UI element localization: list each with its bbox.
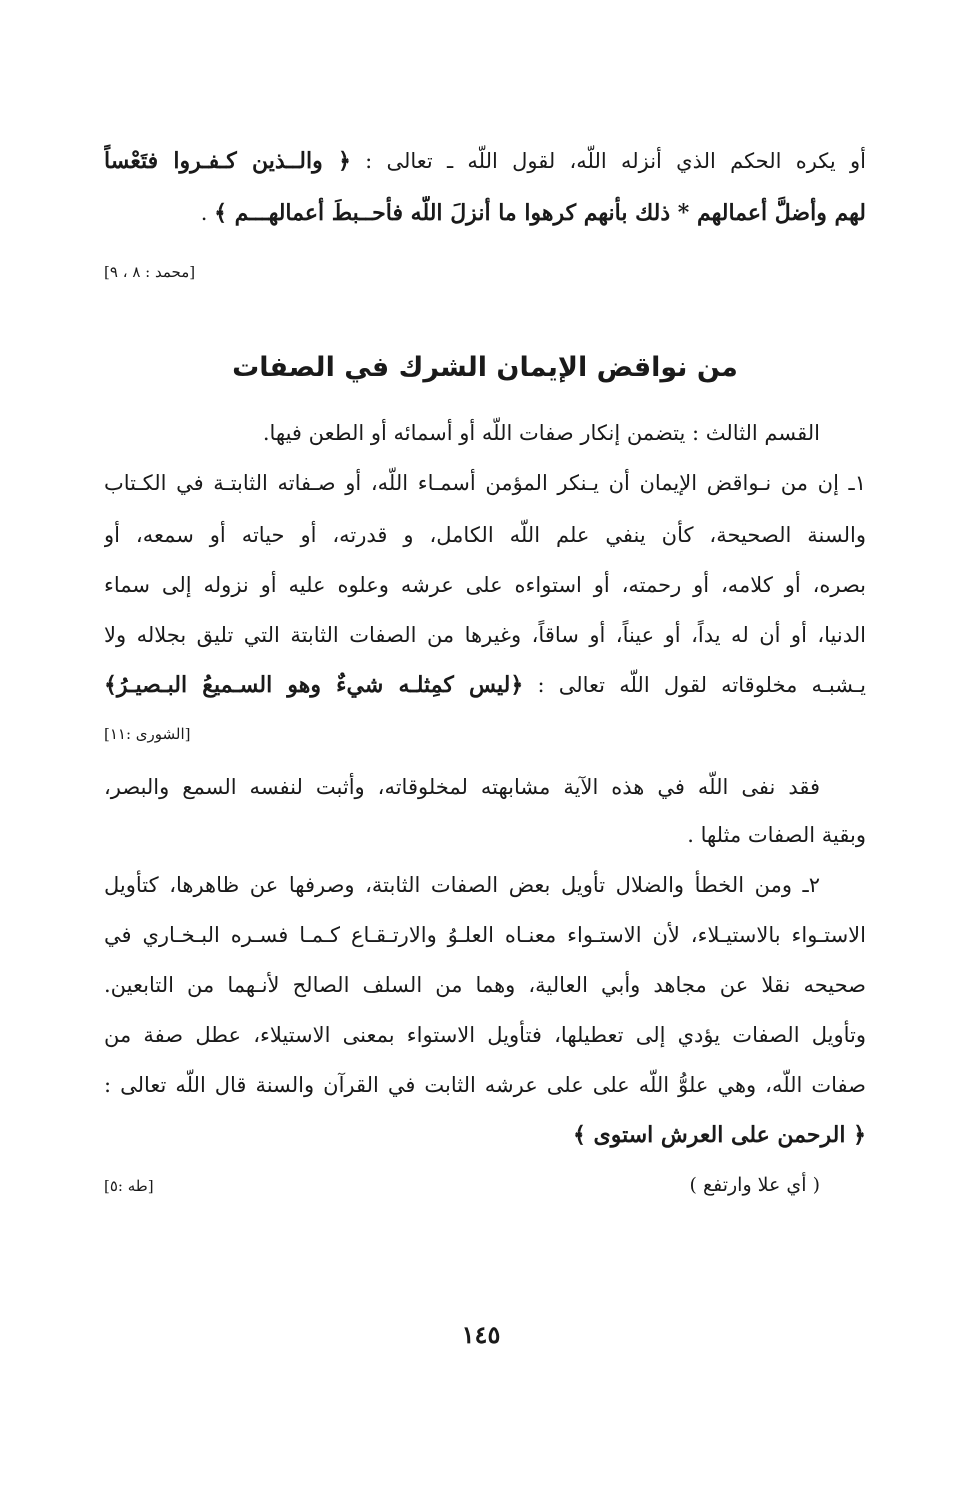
p3-line-5: صفات اللّه، وهي علوُّ اللّه على على عرشه الثابت في القرآن والسنة قال اللّه تعالى : xyxy=(104,1073,866,1097)
quran-verse-muhammad-part1: ﴿ والــذين كـفـروا فتَعْساً xyxy=(104,148,351,174)
p1-line-5-text: يـشبـه مخلوقاته لقول اللّه تعالى : xyxy=(523,673,866,697)
top-line-2 xyxy=(104,196,866,230)
quran-verse-taha: ﴿ الرحمن على العرش استوى ﴾ xyxy=(572,1122,866,1148)
top-line-1-text: أو يكره الحكم الذي أنزله اللّه، لقول اللّه ـ تعالى : xyxy=(350,149,866,173)
quran-verse-muhammad-part2: لهم وأضلَّ أعمالهم * ذلك بأنهم كرهوا ما أنزلَ اللّه فأحــبطَ أعمالهـــم ﴾ xyxy=(214,200,866,226)
top-line-2-tail: . xyxy=(200,201,215,225)
p2-line-1: فقد نفى اللّه في هذه الآية مشابهته لمخلوقاته، وأثبت لنفسه السمع والبصر، xyxy=(104,775,820,799)
p2-line-2: وبقية الصفات مثلها . xyxy=(687,823,866,847)
page-number: ١٤٥ xyxy=(461,1320,501,1349)
p1-line-1: ١ـ إن من نـواقض الإيمان أن يـنكر المؤمن أسمـاء اللّه، أو صـفاته الثابتـة في الكـتاب xyxy=(104,471,866,495)
verse-explanation: ( أي علا وارتفع ) xyxy=(689,1174,820,1196)
section-heading: من نواقض الإيمان الشرك في الصفات xyxy=(232,352,738,383)
p3-line-1: ٢ـ ومن الخطأ والضلال تأويل بعض الصفات الثابتة، وصرفها عن ظاهرها، كتأويل xyxy=(104,873,820,897)
section-3-intro: القسم الثالث : يتضمن إنكار صفات اللّه أو أسمائه أو الطعن فيها. xyxy=(262,421,820,445)
quran-verse-shura: ﴿ليس كمِثلـه شيءٌ وهو السـميعُ البـصيـرُ﴾ xyxy=(104,672,524,698)
p3-line-2: الاستـواء بالاستيـلاء، لأن الاستـواء معنـاه العلـوُ والارتـقـاع كـمـا فسـره البـخـاري في xyxy=(104,923,866,947)
p1-line-3: بصره، أو كلامه، أو رحمته، أو استواءه على عرشه وعلوه عليه أو نزوله إلى سماء xyxy=(104,573,866,597)
p1-line-2: والسنة الصحيحة، كأن ينفي علم اللّه الكامل، و قدرته، أو حياته أو سمعه، أو xyxy=(104,523,866,547)
p3-line-6 xyxy=(104,1118,866,1152)
p3-line-3: صحيحه نقلا عن مجاهد وأبي العالية، وهما من السلف الصالح لأنـهما من التابعين. xyxy=(104,973,866,997)
top-line-1 xyxy=(104,144,866,178)
p1-line-5 xyxy=(104,668,866,702)
p3-line-4: وتأويل الصفات يؤدي إلى تعطيلها، فتأويل الاستواء بمعنى الاستيلاء، عطل صفة من xyxy=(104,1023,866,1047)
p1-line-4: الدنيا، أو أن له يداً، أو عيناً، أو ساقاً، وغيرها من الصفات الثابتة التي تليق بجلاله ولا xyxy=(104,623,866,647)
reference-shura: [الشورى :١١] xyxy=(104,725,191,743)
reference-taha: [طه :٥] xyxy=(104,1177,154,1195)
reference-muhammad: [محمد : ٨ ، ٩] xyxy=(104,263,196,281)
